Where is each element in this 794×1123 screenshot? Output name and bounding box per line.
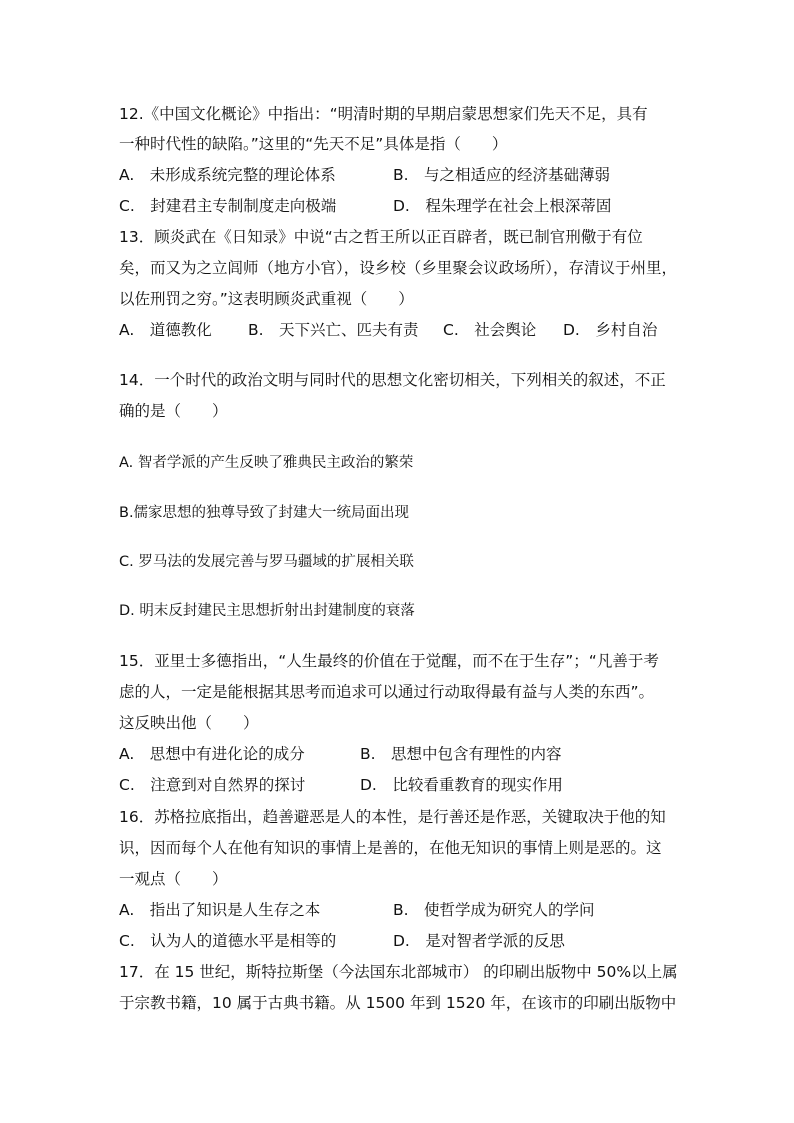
q13-stem-line-2: 矣，而又为之立闾师（地方小官），设乡校（乡里聚会议政场所），存清议于州里， [119,259,678,277]
q14-stem-line-2: 确的是（ ） [119,402,228,420]
q14-option-c: C. 罗马法的发展完善与罗马疆域的扩展相关联 [119,554,414,570]
q15-option-a: A. 思想中有进化论的成分 [119,745,305,763]
q15-option-d: D. 比较看重教育的现实作用 [360,776,563,794]
q14-stem-line-1: 14．一个时代的政治文明与同时代的思想文化密切相关，下列相关的叙述，不正 [119,371,666,389]
q12-option-b: B. 与之相适应的经济基础薄弱 [393,166,611,184]
q16-stem-line-1: 16．苏格拉底指出，趋善避恶是人的本性，是行善还是作恶，关键取决于他的知 [119,808,666,826]
q13-option-d: D. 乡村自治 [563,321,658,339]
q12-stem-line-1: 12.《中国文化概论》中指出：“明清时期的早期启蒙思想家们先天不足，具有 [119,105,648,123]
q13-stem-line-1: 13．顾炎武在《日知录》中说“古之哲王所以正百辟者，既已制官刑儆于有位 [119,228,643,246]
q13-option-b: B. 天下兴亡、匹夫有责 [248,321,419,339]
q15-option-c: C. 注意到对自然界的探讨 [119,776,306,794]
q16-stem-line-3: 一观点（ ） [119,870,228,888]
q15-stem-line-2: 虑的人，一定是能根据其思考而追求可以通过行动取得最有益与人类的东西”。 [119,683,655,701]
q16-option-b: B. 使哲学成为研究人的学问 [393,901,595,919]
q15-option-b: B. 思想中包含有理性的内容 [360,745,562,763]
q12-stem-line-2: 一种时代性的缺陷。”这里的“先天不足”具体是指（ ） [119,135,508,153]
q16-option-c: C. 认为人的道德水平是相等的 [119,932,337,950]
q12-option-a: A. 未形成系统完整的理论体系 [119,166,336,184]
q15-stem-line-1: 15．亚里士多德指出，“人生最终的价值在于觉醒，而不在于生存”；“凡善于考 [119,652,659,670]
q17-stem-line-2: 于宗教书籍，10 属于古典书籍。从 1500 年到 1520 年，在该市的印刷出版物中 [119,994,677,1012]
q14-option-a: A. 智者学派的产生反映了雅典民主政治的繁荣 [119,455,414,471]
q13-option-c: C. 社会舆论 [443,321,537,339]
q13-option-a: A. 道德教化 [119,321,212,339]
q14-option-d: D. 明末反封建民主思想折射出封建制度的衰落 [119,603,415,619]
q17-stem-line-1: 17．在 15 世纪，斯特拉斯堡（今法国东北部城市） 的印刷出版物中 50%以上属 [119,963,678,981]
q16-option-a: A. 指出了知识是人生存之本 [119,901,321,919]
q12-option-c: C. 封建君主专制制度走向极端 [119,197,337,215]
q15-stem-line-3: 这反映出他（ ） [119,714,259,732]
q16-stem-line-2: 识，因而每个人在他有知识的事情上是善的，在他无知识的事情上则是恶的。这 [119,839,662,857]
q12-option-d: D. 程朱理学在社会上根深蒂固 [393,197,612,215]
q16-option-d: D. 是对智者学派的反思 [393,932,565,950]
q13-stem-line-3: 以佐刑罚之穷。”这表明顾炎武重视（ ） [119,290,414,308]
q14-option-b: B.儒家思想的独尊导致了封建大一统局面出现 [119,505,410,521]
